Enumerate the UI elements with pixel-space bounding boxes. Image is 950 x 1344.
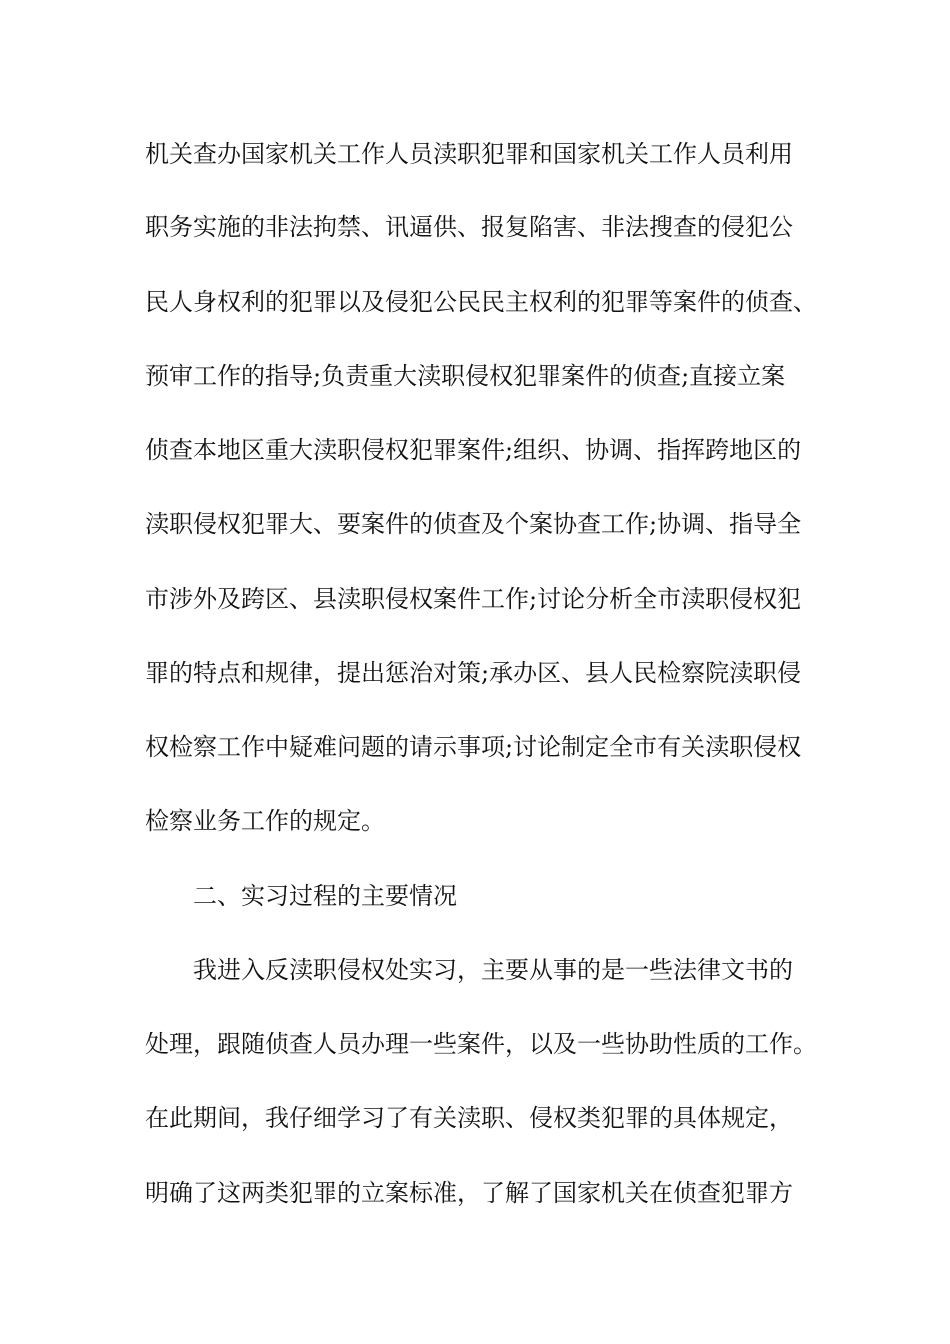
text-line: 机关查办国家机关工作人员渎职犯罪和国家机关工作人员利用 [145,140,793,168]
text-line: 市涉外及跨区、县渎职侵权案件工作;讨论分析全市渎职侵权犯 [145,585,802,613]
text-line: 处理，跟随侦查人员办理一些案件，以及一些协助性质的工作。 [145,1030,817,1058]
text-line: 预审工作的指导;负责重大渎职侵权犯罪案件的侦查;直接立案 [145,362,786,390]
text-line: 明确了这两类犯罪的立案标准，了解了国家机关在侦查犯罪方 [145,1179,793,1207]
text-line: 侦查本地区重大渎职侵权犯罪案件;组织、协调、指挥跨地区的 [145,436,802,464]
text-line: 权检察工作中疑难问题的请示事项;讨论制定全市有关渎职侵权 [145,733,802,761]
section-heading: 二、实习过程的主要情况 [193,882,457,910]
text-line: 渎职侵权犯罪大、要案件的侦查及个案协查工作;协调、指导全 [145,510,802,538]
text-line: 我进入反渎职侵权处实习，主要从事的是一些法律文书的 [193,956,793,984]
text-line: 检察业务工作的规定。 [145,807,385,835]
text-line: 罪的特点和规律，提出惩治对策;承办区、县人民检察院渎职侵 [145,659,802,687]
text-line: 在此期间，我仔细学习了有关渎职、侵权类犯罪的具体规定， [145,1104,793,1132]
text-line: 民人身权利的犯罪以及侵犯公民民主权利的犯罪等案件的侦查、 [145,288,817,316]
text-line: 职务实施的非法拘禁、讯逼供、报复陷害、非法搜查的侵犯公 [145,213,793,241]
